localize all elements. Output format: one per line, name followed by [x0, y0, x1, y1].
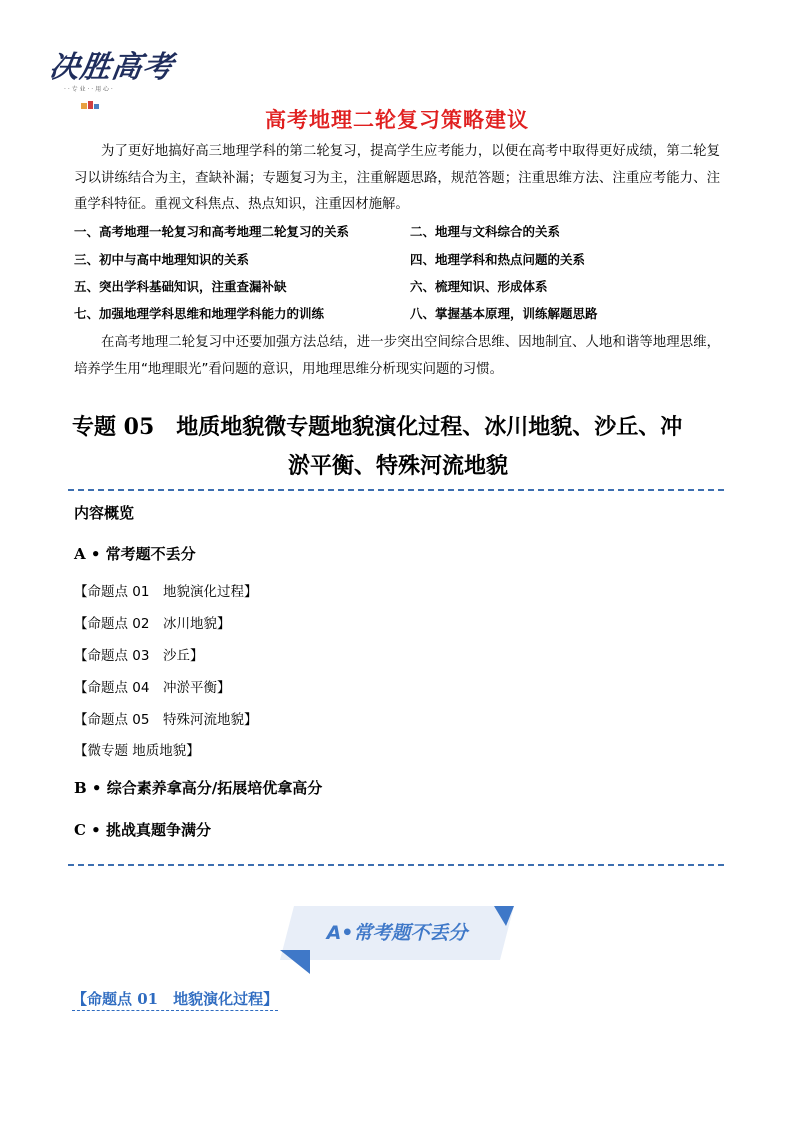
point-1: 一、高考地理一轮复习和高考地理二轮复习的关系: [74, 224, 350, 239]
overview-heading: 内容概览: [74, 504, 135, 522]
section-c-label: C • 挑战真题争满分: [74, 821, 211, 839]
point-5: 五、突出学科基础知识，注重查漏补缺: [74, 279, 287, 294]
point-3: 三、初中与高中地理知识的关系: [74, 252, 250, 267]
point-6: 六、梳理知识、形成体系: [410, 279, 548, 294]
point-2: 二、地理与文科综合的关系: [410, 224, 561, 239]
point-8: 八、掌握基本原理，训练解题思路: [410, 306, 598, 321]
toc-item-1[interactable]: 【命题点 01 地貌演化过程】: [74, 584, 258, 600]
section-a-label: A • 常考题不丢分: [74, 545, 196, 563]
toc-item-2[interactable]: 【命题点 02 冰川地貌】: [74, 616, 231, 632]
toc-item-3[interactable]: 【命题点 03 沙丘】: [74, 648, 204, 664]
intro-paragraph: 为了更好地搞好高三地理学科的第二轮复习，提高学生应考能力，以便在高考中取得更好成绩，第二轮复习以讲练结合为主，查缺补漏；专题复习为主，注重解题思路，规范答题；注重思维方法、注重应考能力、注重学科特征。重视文科焦点、热点知识，注重因材施解。: [74, 144, 720, 212]
outro-paragraph: 在高考地理二轮复习中还要加强方法总结，进一步突出空间综合思维、因地制宜、人地和谐等地理思维，培养学生用“地理眼光”看问题的意识，用地理思维分析现实问题的习惯。: [74, 335, 720, 377]
toc-item-4[interactable]: 【命题点 04 冲淤平衡】: [74, 680, 231, 696]
topic-title: [72, 408, 724, 486]
banner-text: A•常考题不丢分: [326, 922, 468, 944]
section-b-label: B • 综合素养拿高分/拓展培优拿高分: [74, 779, 323, 797]
point-4: 四、地理学科和热点问题的关系: [410, 252, 586, 267]
logo-text: 决胜高考: [47, 50, 176, 85]
topic-title-line-2: 淤平衡、特殊河流地貌: [287, 453, 508, 479]
subtopic-heading: 【命题点 01 地貌演化过程】: [72, 988, 278, 1011]
divider-top: [68, 489, 724, 491]
logo: [47, 40, 180, 110]
divider-bottom: [68, 864, 724, 866]
toc-item-6[interactable]: 【微专题 地质地貌】: [74, 743, 200, 759]
section-banner: [280, 904, 514, 974]
logo-subtext: · · 专 业 · · 用 心 ·: [64, 86, 113, 93]
topic-title-line-1: 专题 05 地质地貌微专题地貌演化过程、冰川地貌、沙丘、冲: [72, 414, 683, 440]
toc-item-5[interactable]: 【命题点 05 特殊河流地貌】: [74, 712, 258, 728]
point-7: 七、加强地理学科思维和地理学科能力的训练: [74, 306, 325, 321]
main-title: 高考地理二轮复习策略建议: [265, 108, 529, 132]
